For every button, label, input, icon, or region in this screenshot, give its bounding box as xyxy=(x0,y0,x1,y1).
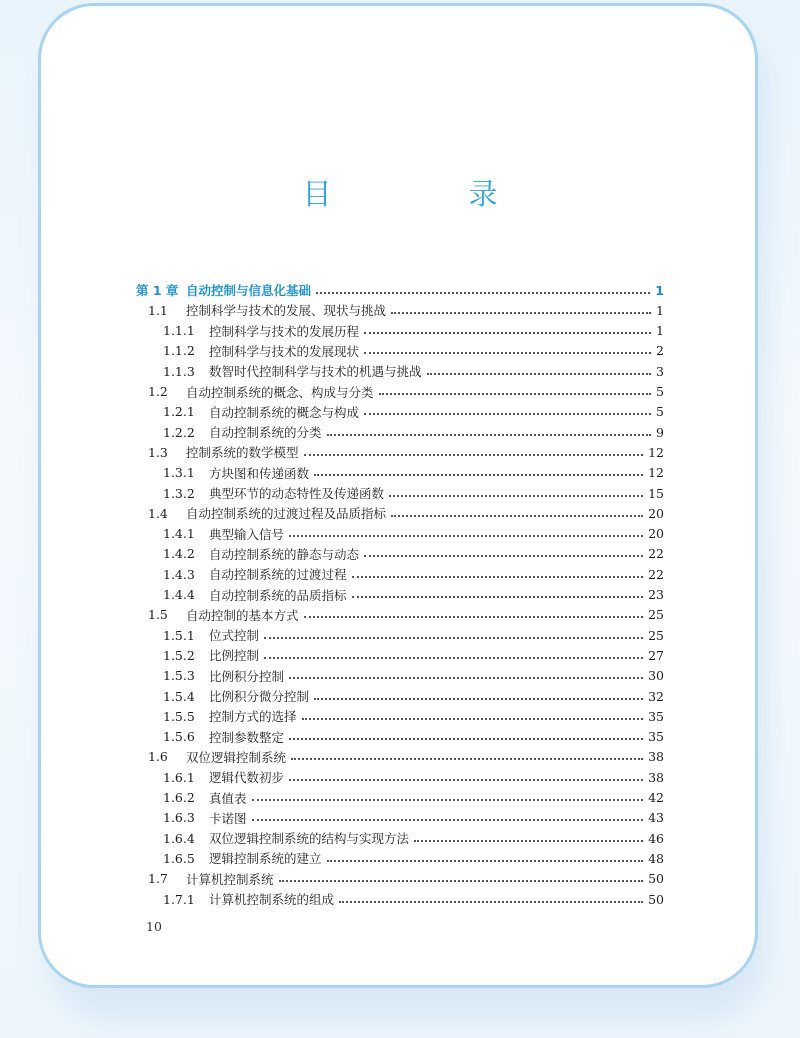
toc-entry[interactable] xyxy=(163,788,664,808)
toc-leader-dots xyxy=(339,901,643,903)
toc-entry[interactable] xyxy=(163,889,664,909)
toc-entry-number: 1.3 xyxy=(148,444,168,460)
toc-entry-number: 1.7 xyxy=(148,871,168,887)
toc-entry[interactable] xyxy=(163,848,664,868)
toc-entry-page: 43 xyxy=(648,810,664,826)
toc-entry-page: 38 xyxy=(648,749,664,765)
toc-leader-dots xyxy=(379,393,651,395)
toc-entry-page: 1 xyxy=(655,282,664,298)
toc-entry-label: 自动控制的基本方式 xyxy=(186,607,299,623)
toc-entry[interactable] xyxy=(163,341,664,361)
toc-leader-dots xyxy=(364,352,651,354)
toc-entry-label: 自动控制系统的过渡过程及品质指标 xyxy=(186,506,387,522)
toc-entry-page: 12 xyxy=(648,465,664,481)
toc-leader-dots xyxy=(316,292,650,294)
toc-entry[interactable] xyxy=(163,321,664,341)
toc-entry[interactable] xyxy=(163,666,664,686)
toc-leader-dots xyxy=(314,698,643,700)
toc-entry-number: 1.6.2 xyxy=(163,790,195,805)
toc-entry-number: 1.5 xyxy=(148,607,168,623)
toc-entry[interactable] xyxy=(163,544,664,564)
toc-leader-dots xyxy=(304,454,644,456)
toc-entry-page: 22 xyxy=(648,566,664,582)
toc-entry[interactable] xyxy=(163,564,664,584)
toc-entry[interactable] xyxy=(163,828,664,848)
toc-entry-label: 控制科学与技术的发展、现状与挑战 xyxy=(186,303,387,319)
toc-leader-dots xyxy=(391,312,651,314)
toc-entry[interactable] xyxy=(148,442,664,462)
toc-entry-label: 控制参数整定 xyxy=(209,729,285,745)
toc-leader-dots xyxy=(427,373,651,375)
toc-entry-label: 典型输入信号 xyxy=(209,526,285,542)
toc-entry-number: 1.6.3 xyxy=(163,810,195,826)
toc-entry[interactable] xyxy=(163,402,664,422)
toc-entry-label: 自动控制系统的过渡过程 xyxy=(209,567,347,583)
toc-entry-number: 1.5.6 xyxy=(163,729,195,745)
toc-entry-label: 自动控制系统的概念与构成 xyxy=(209,404,360,420)
toc-entry[interactable] xyxy=(163,483,664,503)
toc-entry-page: 38 xyxy=(648,769,664,785)
toc-entry-label: 典型环节的动态特性及传递函数 xyxy=(209,486,385,501)
toc-entry-label: 自动控制系统的概念、构成与分类 xyxy=(186,384,374,400)
toc-entry-number: 1.5.3 xyxy=(163,668,195,684)
toc-leader-dots xyxy=(289,677,643,679)
toc-entry-page: 5 xyxy=(656,384,664,399)
toc-entry-number: 1.1.2 xyxy=(163,343,195,359)
toc-entry[interactable] xyxy=(163,463,664,483)
toc-entry-number: 1.4.2 xyxy=(163,546,195,562)
toc-entry-label: 自动控制与信息化基础 xyxy=(186,283,312,298)
toc-entry-label: 比例积分控制 xyxy=(209,668,285,684)
toc-entry-page: 5 xyxy=(656,404,664,420)
toc-leader-dots xyxy=(289,779,643,781)
toc-entry-label: 逻辑控制系统的建立 xyxy=(209,851,322,867)
toc-entry-page: 3 xyxy=(656,363,664,379)
toc-leader-dots xyxy=(389,495,643,497)
toc-entry-page: 25 xyxy=(648,627,664,643)
toc-entry-page: 32 xyxy=(648,688,664,704)
toc-entry-page: 48 xyxy=(648,850,664,866)
toc-entry-number: 1.2 xyxy=(148,384,168,399)
toc-entry-number: 1.2.1 xyxy=(163,404,195,420)
toc-entry[interactable] xyxy=(163,767,664,787)
toc-entry-label: 双位逻辑控制系统 xyxy=(186,749,287,765)
toc-entry-label: 自动控制系统的静态与动态 xyxy=(209,546,360,562)
toc-entry-number: 1.6 xyxy=(148,749,168,765)
toc-entry-label: 逻辑代数初步 xyxy=(209,770,285,786)
toc-entry[interactable] xyxy=(163,524,664,544)
toc-entry-label: 数智时代控制科学与技术的机遇与挑战 xyxy=(209,364,422,380)
toc-entry-number: 1.1.3 xyxy=(163,363,195,379)
toc-entry-label: 比例控制 xyxy=(209,648,260,664)
toc-leader-dots xyxy=(364,413,651,415)
toc-entry[interactable] xyxy=(148,869,664,889)
toc-leader-dots xyxy=(289,738,643,740)
toc-leader-dots xyxy=(414,840,643,842)
toc-entry[interactable] xyxy=(163,585,664,605)
toc-entry-number: 1.4 xyxy=(148,505,168,521)
toc-entry-number: 1.5.2 xyxy=(163,647,195,663)
toc-entry-label: 比例积分微分控制 xyxy=(209,689,310,704)
toc-entry-page: 35 xyxy=(648,729,664,745)
toc-entry[interactable] xyxy=(163,422,664,442)
toc-entry-page: 46 xyxy=(648,830,664,846)
toc-leader-dots xyxy=(289,535,643,537)
toc-entry-label: 计算机控制系统 xyxy=(186,871,274,887)
toc-entry-page: 25 xyxy=(648,607,664,623)
page-number: 10 xyxy=(146,919,162,934)
toc-entry[interactable] xyxy=(148,300,664,320)
toc-entry-number: 1.1 xyxy=(148,302,168,318)
toc-entry-number: 1.1.1 xyxy=(163,323,195,339)
toc-entry[interactable] xyxy=(163,361,664,381)
toc-leader-dots xyxy=(252,819,644,821)
toc-entry-label: 自动控制系统的分类 xyxy=(209,425,322,441)
toc-entry-label: 位式控制 xyxy=(209,628,260,644)
toc-entry-number: 1.5.4 xyxy=(163,688,195,704)
toc-entry-label: 自动控制系统的品质指标 xyxy=(209,587,347,603)
toc-entry-page: 50 xyxy=(648,871,664,887)
toc-leader-dots xyxy=(264,657,643,659)
toc-leader-dots xyxy=(364,555,643,557)
toc-leader-dots xyxy=(302,718,644,720)
toc-entry-number: 1.3.2 xyxy=(163,485,195,501)
toc-entry-page: 42 xyxy=(648,790,664,805)
toc-entry-number: 1.2.2 xyxy=(163,424,195,440)
toc-entry[interactable] xyxy=(163,625,664,645)
toc-entry-page: 22 xyxy=(648,546,664,562)
toc-entry-number: 1.4.3 xyxy=(163,566,195,582)
toc-entry-number: 1.7.1 xyxy=(163,891,195,907)
toc-entry[interactable] xyxy=(148,747,664,767)
toc-entry-page: 2 xyxy=(656,343,664,359)
toc-entry[interactable] xyxy=(163,645,664,665)
toc-entry-page: 15 xyxy=(648,485,664,501)
toc-entry-label: 真值表 xyxy=(209,790,247,806)
toc-entry-label: 方块图和传递函数 xyxy=(209,465,310,481)
toc-entry-label: 控制方式的选择 xyxy=(209,709,297,725)
toc-entry-page: 23 xyxy=(648,587,664,602)
toc-title: 目 录 xyxy=(302,177,552,211)
toc-entry[interactable] xyxy=(163,686,664,706)
toc-entry-page: 30 xyxy=(648,668,664,684)
toc-entry-page: 20 xyxy=(648,505,664,521)
toc-leader-dots xyxy=(352,576,644,578)
toc-entry-label: 计算机控制系统的组成 xyxy=(209,892,335,907)
toc-entry[interactable] xyxy=(163,727,664,747)
toc-entry-page: 12 xyxy=(648,444,664,460)
toc-entry[interactable] xyxy=(163,808,664,828)
toc-entry-label: 双位逻辑控制系统的结构与实现方法 xyxy=(209,831,410,847)
toc-entry-label: 卡诺图 xyxy=(209,810,247,826)
toc-leader-dots xyxy=(314,474,643,476)
toc-leader-dots xyxy=(327,434,651,436)
toc-entry-page: 35 xyxy=(648,708,664,724)
toc-entry-page: 1 xyxy=(656,302,664,318)
toc-entry-label: 控制科学与技术的发展历程 xyxy=(209,323,360,339)
toc-leader-dots xyxy=(279,880,644,882)
toc-leader-dots xyxy=(327,860,644,862)
toc-entry-page: 9 xyxy=(656,424,664,440)
toc-entry-page: 20 xyxy=(648,526,664,542)
toc-entry-number: 1.4.4 xyxy=(163,587,195,602)
toc-leader-dots xyxy=(264,637,643,639)
toc-entry-page: 27 xyxy=(648,647,664,663)
toc-entry-number: 第 1 章 xyxy=(136,283,179,298)
toc-leader-dots xyxy=(352,596,644,598)
toc-leader-dots xyxy=(252,799,644,801)
toc-entry-number: 1.6.4 xyxy=(163,830,195,846)
toc-entry-number: 1.4.1 xyxy=(163,526,195,542)
toc-leader-dots xyxy=(304,616,644,618)
toc-entry[interactable] xyxy=(148,382,664,402)
toc-entry[interactable] xyxy=(163,706,664,726)
toc-leader-dots xyxy=(364,332,651,334)
toc-entry-page: 1 xyxy=(656,323,664,339)
toc-leader-dots xyxy=(391,515,643,517)
toc-entry-page: 50 xyxy=(648,891,664,907)
toc-entry[interactable] xyxy=(148,503,664,523)
toc-entry[interactable] xyxy=(148,605,664,625)
toc-entry-number: 1.6.5 xyxy=(163,850,195,866)
toc-entry[interactable] xyxy=(136,280,664,300)
toc-entry-number: 1.6.1 xyxy=(163,769,195,785)
toc-entry-number: 1.5.1 xyxy=(163,627,195,643)
toc-entry-label: 控制科学与技术的发展现状 xyxy=(209,343,360,359)
toc-entry-number: 1.5.5 xyxy=(163,708,195,724)
toc-leader-dots xyxy=(291,758,643,760)
toc-entry-number: 1.3.1 xyxy=(163,465,195,481)
toc-entry-label: 控制系统的数学模型 xyxy=(186,445,299,461)
